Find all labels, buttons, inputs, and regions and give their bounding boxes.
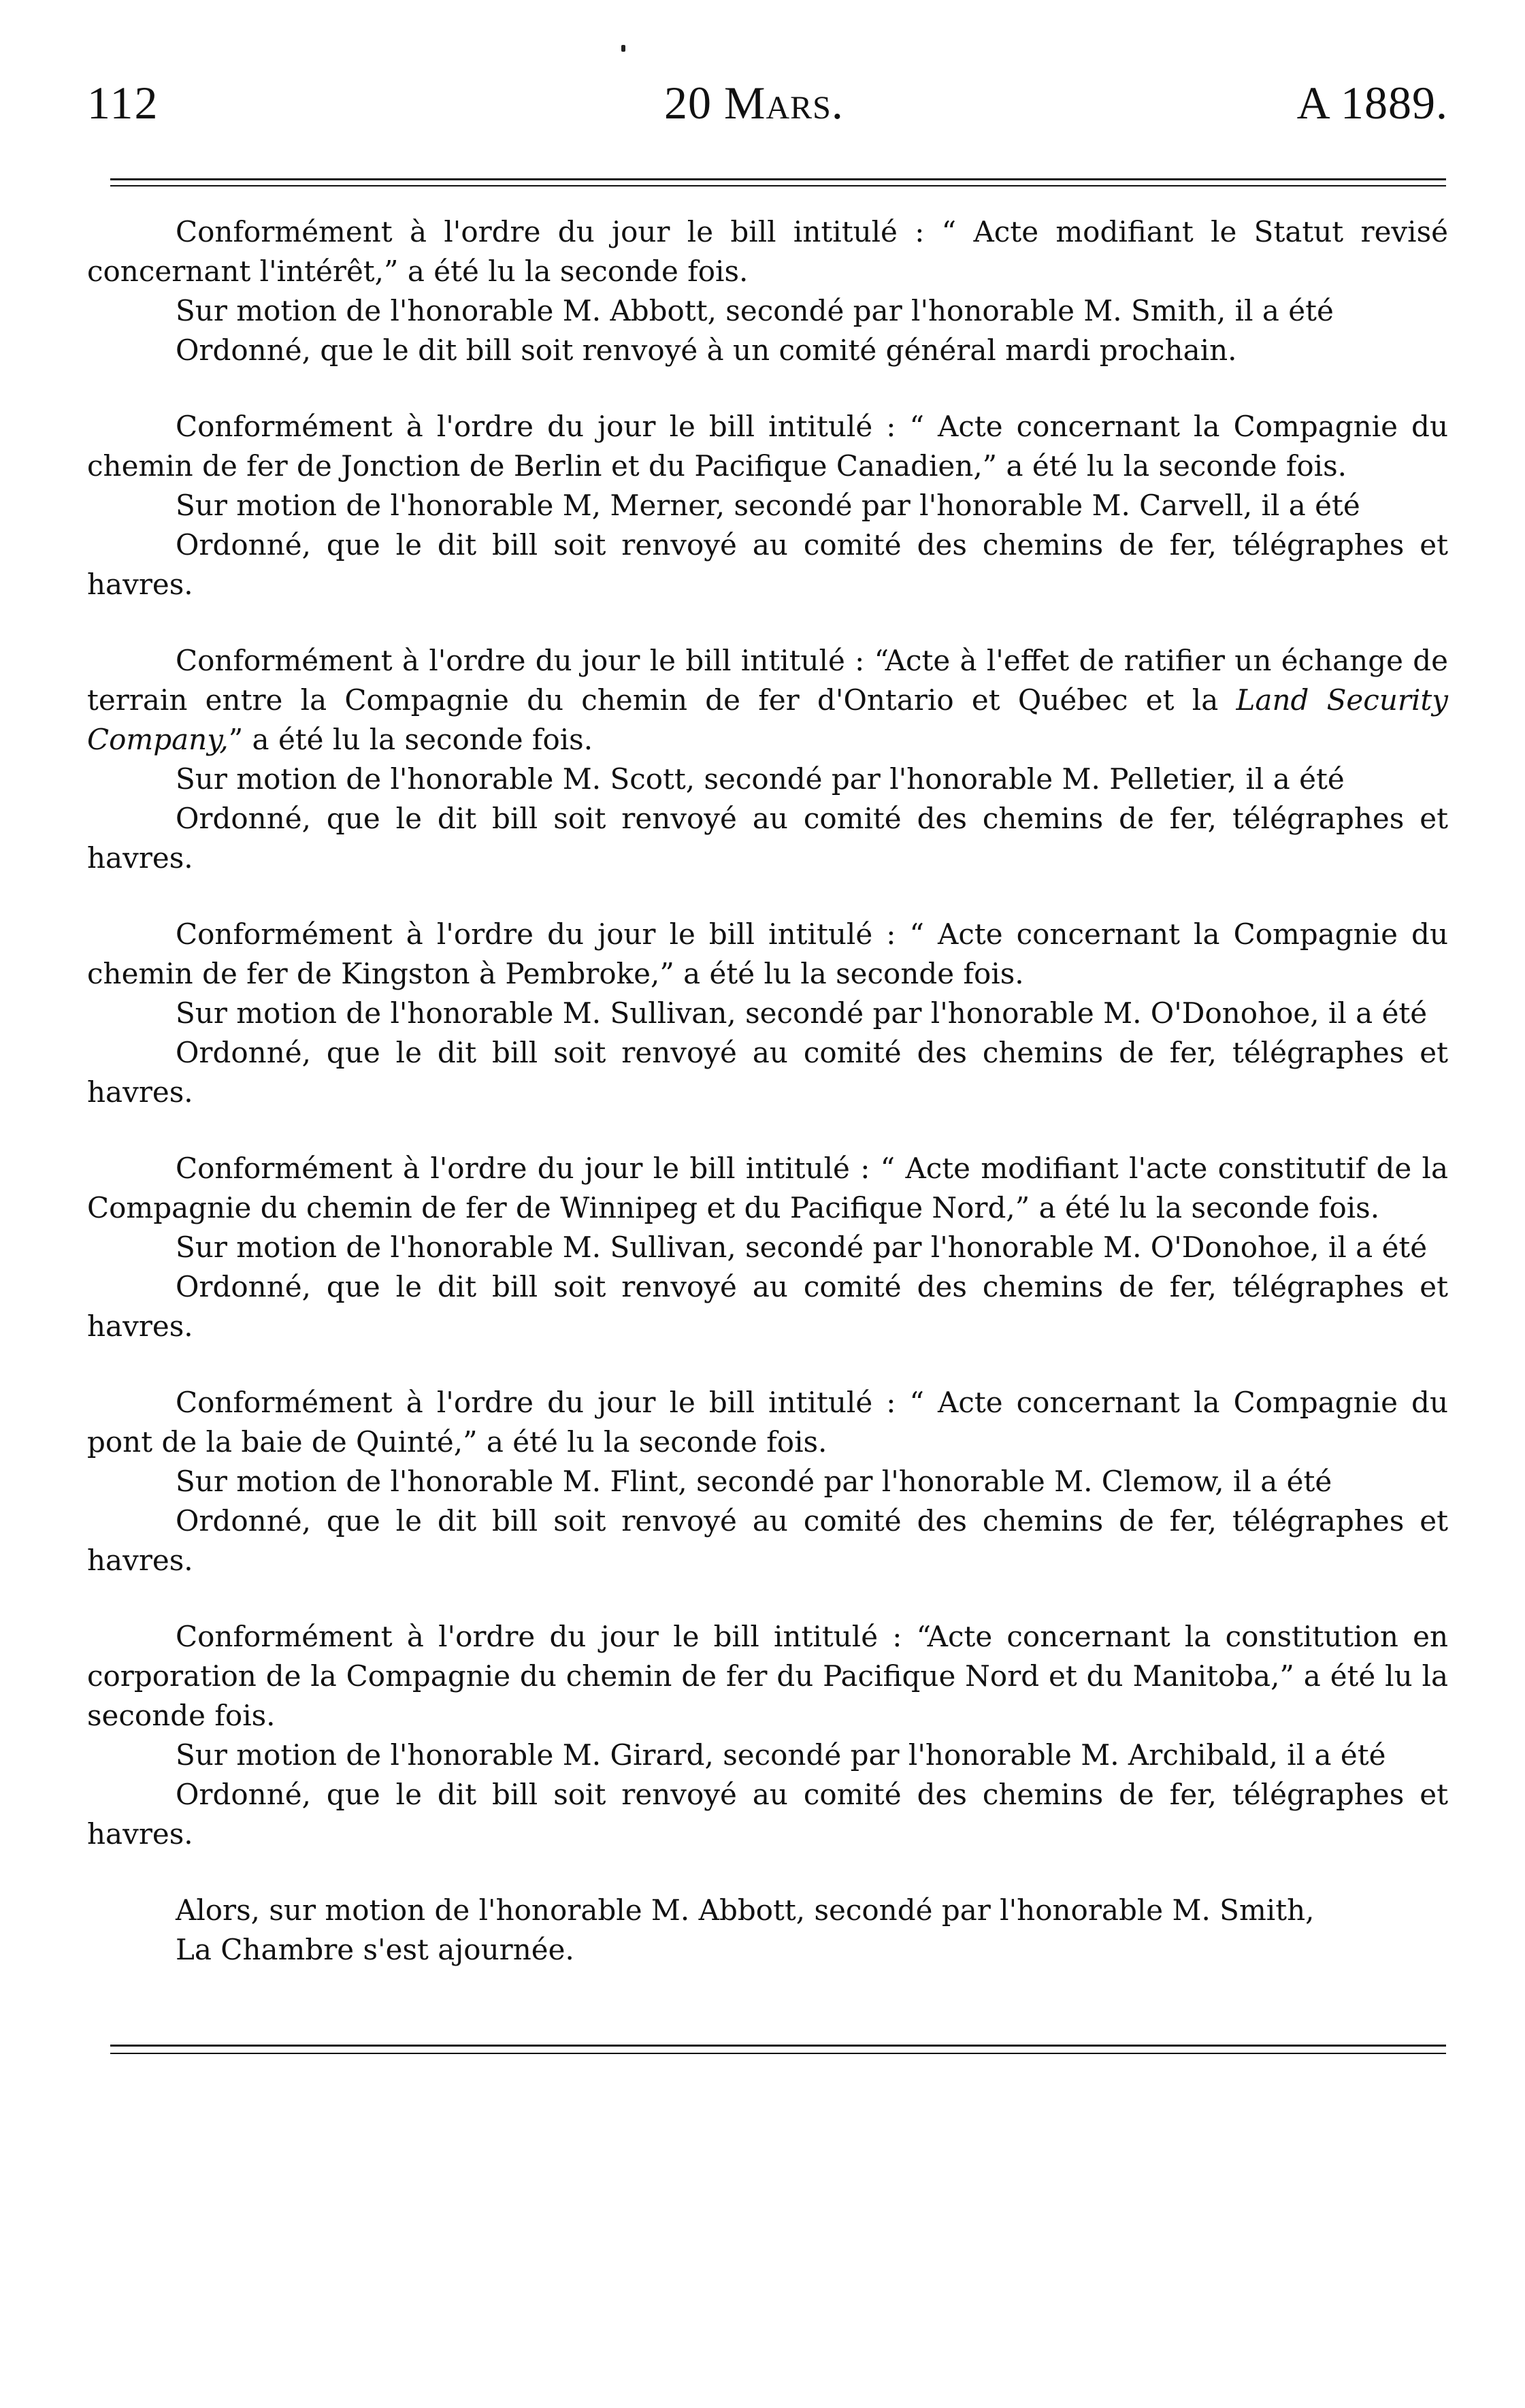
header-rule-bottom bbox=[110, 185, 1446, 186]
entry-motion: Sur motion de l'honorable M. Abbott, secondé par l'honorable M. Smith, il a été bbox=[176, 294, 1334, 327]
entry-intro: Conformément à l'ordre du jour le bill intitulé : “Acte concernant la constitution en corporation de la Compagnie du chemin de fer du Pacifique Nord et du Manitoba,” a été lu la seconde fois. bbox=[87, 1620, 1448, 1732]
entry-intro bbox=[87, 641, 1448, 760]
entry-motion: Sur motion de l'honorable M, Merner, secondé par l'honorable M. Carvell, il a été bbox=[176, 489, 1360, 522]
closing-entry bbox=[87, 1891, 1448, 1970]
entry-7 bbox=[87, 1617, 1448, 1854]
entry-order: Ordonné, que le dit bill soit renvoyé au comité des chemins de fer, télégraphes et havres. bbox=[87, 1036, 1448, 1109]
entry-6 bbox=[87, 1383, 1448, 1580]
page-header bbox=[87, 76, 1448, 137]
footer-rule-bottom bbox=[110, 2053, 1446, 2054]
closing-motion: Alors, sur motion de l'honorable M. Abbott, secondé par l'honorable M. Smith, bbox=[176, 1893, 1315, 1927]
company-name: Land Security Company, bbox=[87, 683, 1448, 756]
entry-order: Ordonné, que le dit bill soit renvoyé au comité des chemins de fer, télégraphes et havres. bbox=[87, 1504, 1448, 1577]
entry-motion: Sur motion de l'honorable M. Flint, secondé par l'honorable M. Clemow, il a été bbox=[176, 1465, 1332, 1498]
entry-order: Ordonné, que le dit bill soit renvoyé au comité des chemins de fer, télégraphes et havres. bbox=[87, 1778, 1448, 1851]
entry-intro: Conformément à l'ordre du jour le bill intitulé : “ Acte concernant la Compagnie du chemin de fer de Kingston à Pembroke,” a été lu la seconde fois. bbox=[87, 917, 1448, 990]
entry-motion: Sur motion de l'honorable M. Sullivan, secondé par l'honorable M. O'Donohoe, il a été bbox=[176, 996, 1428, 1030]
intro-text-end: ” a été lu la seconde fois. bbox=[228, 723, 593, 756]
entry-1 bbox=[87, 212, 1448, 370]
date-month: Mars. bbox=[724, 77, 844, 129]
entry-intro: Conformément à l'ordre du jour le bill intitulé : “ Acte modifiant l'acte constitutif de la Compagnie du chemin de fer de Winnipeg et du Pacifique Nord,” a été lu la seconde fois. bbox=[87, 1152, 1448, 1224]
running-date bbox=[664, 76, 844, 130]
entry-motion: Sur motion de l'honorable M. Scott, secondé par l'honorable M. Pelletier, il a été bbox=[176, 762, 1345, 796]
print-mark bbox=[621, 45, 625, 52]
date-day: 20 bbox=[664, 77, 712, 129]
entry-2 bbox=[87, 407, 1448, 604]
running-year: A 1889. bbox=[1296, 77, 1448, 129]
header-rule-top bbox=[110, 178, 1446, 180]
intro-text: Conformément à l'ordre du jour le bill intitulé : “Acte à l'effet de ratifier un échange de terrain entre la Compagnie du chemin de fer d'Ontario et Québec et la bbox=[87, 644, 1448, 717]
page-number: 112 bbox=[87, 77, 159, 129]
entry-order: Ordonné, que le dit bill soit renvoyé au comité des chemins de fer, télégraphes et havres. bbox=[87, 802, 1448, 875]
entry-order: Ordonné, que le dit bill soit renvoyé à un comité général mardi prochain. bbox=[176, 333, 1237, 367]
entry-motion: Sur motion de l'honorable M. Sullivan, secondé par l'honorable M. O'Donohoe, il a été bbox=[176, 1231, 1428, 1264]
entry-3 bbox=[87, 641, 1448, 878]
footer-rule-top bbox=[110, 2045, 1446, 2047]
entry-intro: Conformément à l'ordre du jour le bill intitulé : “ Acte modifiant le Statut revisé concernant l'intérêt,” a été lu la seconde fois. bbox=[87, 215, 1448, 288]
closing-adjournment: La Chambre s'est ajournée. bbox=[176, 1933, 574, 1966]
entry-motion: Sur motion de l'honorable M. Girard, secondé par l'honorable M. Archibald, il a été bbox=[176, 1738, 1386, 1772]
entry-5 bbox=[87, 1149, 1448, 1346]
entry-intro: Conformément à l'ordre du jour le bill intitulé : “ Acte concernant la Compagnie du chemin de fer de Jonction de Berlin et du Pacifique Canadien,” a été lu la seconde fois. bbox=[87, 410, 1448, 483]
entry-4 bbox=[87, 915, 1448, 1112]
minutes-body bbox=[87, 212, 1448, 1970]
entry-order: Ordonné, que le dit bill soit renvoyé au comité des chemins de fer, télégraphes et havres. bbox=[87, 1270, 1448, 1343]
entry-intro: Conformément à l'ordre du jour le bill intitulé : “ Acte concernant la Compagnie du pont de la baie de Quinté,” a été lu la seconde fois. bbox=[87, 1386, 1448, 1459]
entry-order: Ordonné, que le dit bill soit renvoyé au comité des chemins de fer, télégraphes et havres. bbox=[87, 528, 1448, 601]
